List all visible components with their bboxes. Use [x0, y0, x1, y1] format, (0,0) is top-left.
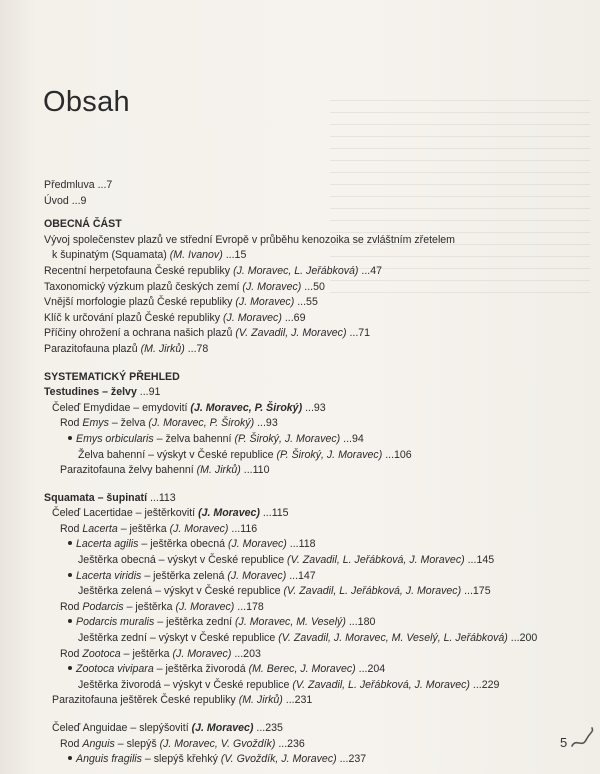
- bullet-icon: [68, 541, 72, 545]
- toc-entry: Ještěrka obecná – výskyt v České republice (V. Zavadil, L. Jeřábková, J. Moravec) ...145: [78, 554, 495, 567]
- toc-entry: Čeleď Lacertidae – ještěrkovití (J. Moravec) ...115: [52, 507, 289, 520]
- toc-entry: Čeleď Anguidae – slepýšovití (J. Moravec) ...235: [52, 722, 283, 734]
- toc-entry: Emys orbicularis – želva bahenní (P. Široký, J. Moravec) ...94: [44, 432, 564, 448]
- toc-entry: Lacerta viridis – ještěrka zelená (J. Moravec) ...147: [44, 569, 564, 585]
- toc-entry: Čeleď Emydidae – emydovití (J. Moravec, P. Široký) ...93: [52, 401, 326, 414]
- toc-entry: Rod Zootoca – ještěrka (J. Moravec) ...203: [60, 647, 261, 660]
- bullet-icon: [68, 756, 72, 760]
- toc-entry: Rod Podarcis – ještěrka (J. Moravec) ...178: [60, 600, 264, 613]
- section-heading: SYSTEMATICKÝ PŘEHLED: [44, 370, 180, 383]
- page-number: 5: [560, 735, 568, 750]
- toc-entry: Parazitofauna ještěrek České republiky (M. Jirků) ...231: [52, 694, 313, 707]
- table-of-contents: [44, 178, 564, 768]
- toc-entry: Vnější morfologie plazů České republiky (J. Moravec) ...55: [44, 296, 318, 309]
- toc-entry: Vývoj společenstev plazů ve střední Evropě v průběhu kenozoika se zvláštním zřetelem: [44, 233, 456, 246]
- toc-entry: k šupinatým (Squamata) (M. Ivanov) ...15: [52, 249, 247, 262]
- toc-entry: Úvod ...9: [44, 194, 87, 207]
- toc-entry: Příčiny ohrožení a ochrana našich plazů (V. Zavadil, J. Moravec) ...71: [44, 327, 371, 340]
- toc-entry: Želva bahenní – výskyt v České republice (P. Široký, J. Moravec) ...106: [78, 448, 412, 461]
- bullet-icon: [68, 436, 72, 440]
- toc-entry: Ještěrka zední – výskyt v České republice (V. Zavadil, J. Moravec, M. Veselý, L. Jeřábková) ...200: [78, 632, 538, 645]
- section-heading: OBECNÁ ČÁST: [44, 218, 122, 231]
- toc-entry: Podarcis muralis – ještěrka zední (J. Moravec, M. Veselý) ...180: [44, 615, 564, 631]
- toc-entry: Rod Lacerta – ještěrka (J. Moravec) ...116: [60, 522, 258, 535]
- toc-entry: Ještěrka zelená – výskyt v České republice (V. Zavadil, L. Jeřábková, J. Moravec) ...175: [78, 585, 491, 598]
- toc-entry: Klíč k určování plazů České republiky (J. Moravec) ...69: [44, 311, 306, 324]
- toc-entry: Anguis fragilis – slepýš křehký (V. Gvoždík, J. Moravec) ...237: [44, 752, 564, 768]
- page-title: Obsah: [43, 86, 130, 118]
- bullet-icon: [68, 573, 72, 577]
- bullet-icon: [68, 666, 72, 670]
- swirl-ornament-icon: [570, 726, 596, 752]
- toc-entry: Parazitofauna želvy bahenní (M. Jirků) ...110: [60, 464, 270, 477]
- toc-entry: Taxonomický výzkum plazů českých zemí (J. Moravec) ...50: [44, 280, 325, 293]
- toc-entry: Zootoca vivipara – ještěrka živorodá (M. Berec, J. Moravec) ...204: [44, 662, 564, 678]
- toc-entry: Parazitofauna plazů (M. Jirků) ...78: [44, 342, 209, 355]
- toc-entry: Recentní herpetofauna České republiky (J. Moravec, L. Jeřábková) ...47: [44, 264, 383, 277]
- toc-entry: Testudines – želvy ...91: [44, 386, 161, 399]
- toc-entry: Ještěrka živorodá – výskyt v České republice (V. Zavadil, L. Jeřábková, J. Moravec) ...229: [78, 678, 500, 691]
- toc-entry: Squamata – šupinatí ...113: [44, 491, 176, 504]
- toc-entry: Rod Emys – želva (J. Moravec, P. Široký) ...93: [60, 417, 278, 430]
- toc-entry: Lacerta agilis – ještěrka obecná (J. Moravec) ...118: [44, 537, 564, 553]
- toc-entry: Rod Anguis – slepýš (J. Moravec, V. Gvoždík) ...236: [60, 737, 305, 750]
- toc-entry: Předmluva ...7: [44, 179, 113, 191]
- bullet-icon: [68, 619, 72, 623]
